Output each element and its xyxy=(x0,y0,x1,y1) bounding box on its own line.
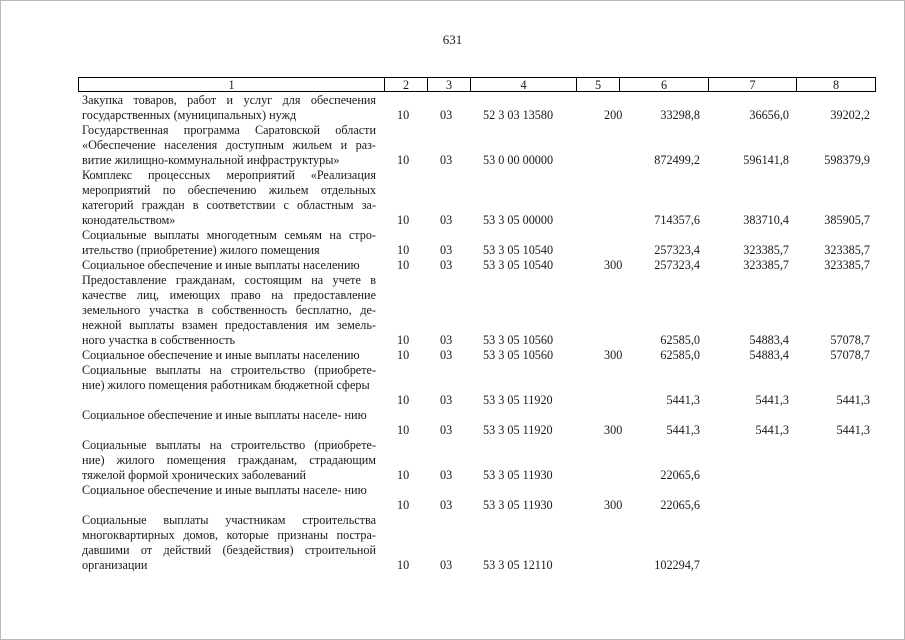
cell-section: 10 xyxy=(397,393,410,407)
description-line: многоквартирных домов, которые признаны постра- xyxy=(82,528,376,542)
cell-amount-col6: 62585,0 xyxy=(660,333,700,347)
cell-section: 10 xyxy=(397,258,410,272)
description-line: Закупка товаров, работ и услуг для обеспечения xyxy=(82,93,376,107)
description-line: земельного участка в собственность бесплатно, де- xyxy=(82,303,376,317)
description-line: Социальные выплаты участникам строительства xyxy=(82,513,376,527)
header-col-4: 4 xyxy=(470,77,576,92)
description-line: категорий граждан в соответствии с областным за- xyxy=(82,198,376,212)
description-line: ние) жилого помещения гражданам, страдающим xyxy=(82,453,376,467)
cell-target-code: 53 3 05 11930 xyxy=(483,498,553,512)
cell-section: 10 xyxy=(397,213,410,227)
cell-amount-col7: 54883,4 xyxy=(749,333,789,347)
cell-amount-col8: 323385,7 xyxy=(824,258,870,272)
header-col-6: 6 xyxy=(619,77,708,92)
cell-amount-col6: 5441,3 xyxy=(666,423,700,437)
row-description xyxy=(82,348,376,363)
description-line: нию xyxy=(344,483,367,497)
cell-expense-type: 300 xyxy=(604,498,623,512)
cell-amount-col7: 383710,4 xyxy=(743,213,789,227)
cell-subsection: 03 xyxy=(440,558,453,572)
description-line: конодательством» xyxy=(82,213,176,227)
cell-section: 10 xyxy=(397,348,410,362)
cell-amount-col6: 102294,7 xyxy=(654,558,700,572)
description-line: сферы xyxy=(336,378,370,392)
cell-section: 10 xyxy=(397,153,410,167)
cell-subsection: 03 xyxy=(440,258,453,272)
description-line: Государственная программа Саратовской области xyxy=(82,123,376,137)
description-line: организации xyxy=(82,558,148,572)
row-description xyxy=(82,168,376,228)
cell-expense-type: 300 xyxy=(604,423,623,437)
cell-target-code: 53 3 05 10560 xyxy=(483,348,554,362)
table-row xyxy=(0,348,905,363)
description-line: мероприятий по обеспечению жильем отдельных xyxy=(82,183,376,197)
cell-subsection: 03 xyxy=(440,333,453,347)
description-line: Социальные выплаты на строительство (приобрете- xyxy=(82,438,376,452)
header-col-2: 2 xyxy=(384,77,427,92)
description-line: государственных (муниципальных) нужд xyxy=(82,108,297,122)
cell-section: 10 xyxy=(397,108,410,122)
table-row xyxy=(0,258,905,273)
table-row xyxy=(0,483,905,513)
cell-subsection: 03 xyxy=(440,423,453,437)
cell-amount-col8: 5441,3 xyxy=(836,423,870,437)
row-description xyxy=(82,228,376,258)
cell-target-code: 53 3 05 11920 xyxy=(483,393,553,407)
description-line: ительство (приобретение) жилого помещения xyxy=(82,243,320,257)
cell-subsection: 03 xyxy=(440,348,453,362)
cell-amount-col7: 54883,4 xyxy=(749,348,789,362)
cell-expense-type: 300 xyxy=(604,348,623,362)
header-col-7: 7 xyxy=(708,77,796,92)
description-line: Социальное обеспечение и иные выплаты населе- xyxy=(82,408,342,422)
table-body xyxy=(0,93,905,573)
cell-subsection: 03 xyxy=(440,243,453,257)
description-line: нежной выплаты взамен предоставления им земель- xyxy=(82,318,376,332)
cell-target-code: 53 3 05 11920 xyxy=(483,423,553,437)
cell-amount-col6: 22065,6 xyxy=(660,468,700,482)
cell-target-code: 53 3 05 00000 xyxy=(483,213,554,227)
row-description xyxy=(82,363,376,393)
description-line: тяжелой формой хронических заболеваний xyxy=(82,468,307,482)
cell-subsection: 03 xyxy=(440,498,453,512)
description-line: качестве лиц, имеющих право на предоставление xyxy=(82,288,376,302)
cell-amount-col6: 714357,6 xyxy=(654,213,700,227)
row-description xyxy=(82,93,376,123)
cell-section: 10 xyxy=(397,243,410,257)
cell-subsection: 03 xyxy=(440,153,453,167)
description-line: Социальное обеспечение и иные выплаты населению xyxy=(82,258,360,272)
header-col-5: 5 xyxy=(576,77,619,92)
cell-section: 10 xyxy=(397,468,410,482)
table-row xyxy=(0,123,905,168)
description-line: витие жилищно-коммунальной инфраструктуры» xyxy=(82,153,340,167)
description-line: Социальные выплаты на строительство (приобрете- xyxy=(82,363,376,377)
description-line: ного участка в собственность xyxy=(82,333,236,347)
cell-amount-col8: 323385,7 xyxy=(824,243,870,257)
cell-section: 10 xyxy=(397,498,410,512)
cell-amount-col6: 33298,8 xyxy=(660,108,700,122)
cell-amount-col6: 257323,4 xyxy=(654,243,700,257)
cell-section: 10 xyxy=(397,423,410,437)
cell-expense-type: 300 xyxy=(604,258,623,272)
cell-target-code: 53 0 00 00000 xyxy=(483,153,554,167)
cell-amount-col8: 39202,2 xyxy=(830,108,870,122)
page-number: 631 xyxy=(442,32,463,47)
header-col-8: 8 xyxy=(796,77,876,92)
table-row xyxy=(0,228,905,258)
row-description xyxy=(82,408,376,423)
description-line: Комплекс процессных мероприятий «Реализация xyxy=(82,168,376,182)
cell-amount-col8: 385905,7 xyxy=(824,213,870,227)
header-col-1: 1 xyxy=(78,77,384,92)
table-row xyxy=(0,438,905,483)
table-row xyxy=(0,513,905,573)
cell-amount-col7: 5441,3 xyxy=(755,423,789,437)
cell-amount-col7: 596141,8 xyxy=(743,153,789,167)
cell-target-code: 52 3 03 13580 xyxy=(483,108,554,122)
description-line: Предоставление гражданам, состоящим на учете в xyxy=(82,273,376,287)
cell-amount-col7: 36656,0 xyxy=(749,108,789,122)
header-col-3: 3 xyxy=(427,77,470,92)
cell-amount-col6: 22065,6 xyxy=(660,498,700,512)
cell-amount-col8: 57078,7 xyxy=(830,333,870,347)
table-row xyxy=(0,273,905,348)
description-line: нию xyxy=(344,408,367,422)
cell-target-code: 53 3 05 11930 xyxy=(483,468,553,482)
cell-amount-col7: 323385,7 xyxy=(743,243,789,257)
cell-subsection: 03 xyxy=(440,213,453,227)
row-description xyxy=(82,513,376,573)
row-description xyxy=(82,438,376,483)
row-description xyxy=(82,258,376,273)
cell-target-code: 53 3 05 12110 xyxy=(483,558,553,572)
cell-amount-col7: 5441,3 xyxy=(755,393,789,407)
cell-amount-col8: 598379,9 xyxy=(824,153,870,167)
cell-target-code: 53 3 05 10540 xyxy=(483,258,554,272)
cell-target-code: 53 3 05 10540 xyxy=(483,243,554,257)
cell-subsection: 03 xyxy=(440,108,453,122)
cell-subsection: 03 xyxy=(440,468,453,482)
cell-subsection: 03 xyxy=(440,393,453,407)
cell-amount-col7: 323385,7 xyxy=(743,258,789,272)
cell-section: 10 xyxy=(397,558,410,572)
table-row xyxy=(0,168,905,228)
table-header-row xyxy=(78,77,876,92)
description-line: «Обеспечение населения доступным жильем и раз- xyxy=(82,138,376,152)
cell-amount-col8: 57078,7 xyxy=(830,348,870,362)
table-row xyxy=(0,363,905,408)
description-line: давшими от действий (бездействия) строительной xyxy=(82,543,376,557)
cell-expense-type: 200 xyxy=(604,108,623,122)
cell-target-code: 53 3 05 10560 xyxy=(483,333,554,347)
row-description xyxy=(82,483,376,498)
cell-section: 10 xyxy=(397,333,410,347)
cell-amount-col8: 5441,3 xyxy=(836,393,870,407)
table-row xyxy=(0,93,905,123)
row-description xyxy=(82,273,376,348)
row-description xyxy=(82,123,376,168)
cell-amount-col6: 5441,3 xyxy=(666,393,700,407)
cell-amount-col6: 62585,0 xyxy=(660,348,700,362)
description-line: Социальное обеспечение и иные выплаты населению xyxy=(82,348,360,362)
cell-amount-col6: 872499,2 xyxy=(654,153,700,167)
description-line: ние) жилого помещения работникам бюджетной xyxy=(82,378,334,392)
description-line: Социальное обеспечение и иные выплаты населе- xyxy=(82,483,342,497)
table-row xyxy=(0,408,905,438)
cell-amount-col6: 257323,4 xyxy=(654,258,700,272)
description-line: Социальные выплаты многодетным семьям на стро- xyxy=(82,228,376,242)
